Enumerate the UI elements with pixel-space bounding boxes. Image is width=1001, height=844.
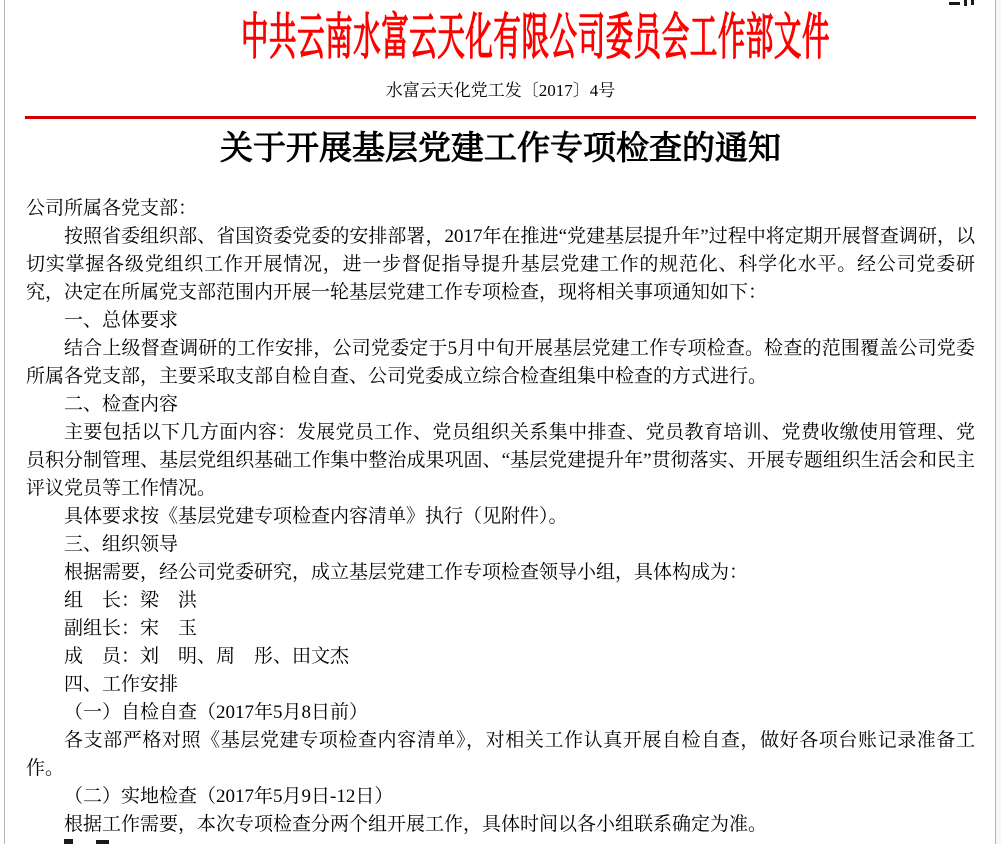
document-number: 水富云天化党工发〔2017〕4号 bbox=[385, 81, 616, 100]
cutoff-text-fragment-top-right bbox=[971, 0, 974, 5]
viewer-right-margin bbox=[996, 0, 1001, 844]
body-paragraph: 副组长：宋 玉 bbox=[64, 618, 198, 639]
body-paragraph: 根据需要，经公司党委研究，成立基层党建工作专项检查领导小组，具体构成为： bbox=[64, 562, 749, 583]
body-paragraph: 结合上级督查调研的工作安排，公司党委定于5月中旬开展基层党建工作专项检查。检查的范围覆盖公司党委所属各党支部，主要采取支部自检自查、公司党委成立综合检查组集中检查的方式进行。 bbox=[26, 338, 975, 387]
red-header-org-title: 中共云南水富云天化有限公司委员会工作部文件 bbox=[240, 9, 831, 65]
page-left-border-line bbox=[4, 0, 5, 844]
body-paragraph: 根据工作需要，本次专项检查分两个组开展工作，具体时间以各小组联系确定为准。 bbox=[64, 814, 768, 835]
section-heading: 四、工作安排 bbox=[64, 674, 179, 695]
body-paragraph: 主要包括以下几方面内容：发展党员工作、党员组织关系集中排查、党员教育培训、党费收缴使用管理、党员积分制管理、基层党组织基础工作集中整治成果巩固、“基层党建提升年”贯彻落实、开展专题组织生活会和民主评议党员等工作情况。 bbox=[26, 422, 975, 499]
cutoff-line-fragment-bottom bbox=[96, 840, 109, 844]
section-heading: 三、组织领导 bbox=[64, 534, 179, 555]
document-body bbox=[26, 195, 975, 839]
body-paragraph: 成 员：刘 明、周 彤、田文杰 bbox=[64, 646, 350, 667]
document-title: 关于开展基层党建工作专项检查的通知 bbox=[220, 131, 781, 167]
cutoff-text-fragment-top-right bbox=[964, 0, 967, 6]
body-paragraph: （二）实地检查（2017年5月9日-12日） bbox=[64, 786, 394, 807]
page-right-border-line bbox=[995, 0, 996, 844]
cutoff-text-fragment-top-right bbox=[949, 2, 960, 5]
body-paragraph: 各支部严格对照《基层党建专项检查内容清单》，对相关工作认真开展自检自查，做好各项台账记录准备工作。 bbox=[26, 730, 975, 779]
salutation-line: 公司所属各党支部： bbox=[26, 198, 198, 219]
body-paragraph: （一）自检自查（2017年5月8日前） bbox=[64, 702, 369, 723]
body-paragraph: 按照省委组织部、省国资委党委的安排部署，2017年在推进“党建基层提升年”过程中将定期开展督查调研，以切实掌握各级党组织工作开展情况，进一步督促指导提升基层党建工作的规范化、科学化水平。经公司党委研究，决定在所属党支部范围内开展一轮基层党建工作专项检查，现将相关事项通知如下： bbox=[26, 226, 975, 303]
cutoff-line-fragment-bottom bbox=[64, 839, 73, 844]
body-paragraph: 具体要求按《基层党建专项检查内容清单》执行（见附件）。 bbox=[64, 506, 568, 527]
section-heading: 二、检查内容 bbox=[64, 394, 179, 415]
section-heading: 一、总体要求 bbox=[64, 310, 179, 331]
body-paragraph: 组 长：梁 洪 bbox=[64, 590, 198, 611]
masthead bbox=[0, 0, 1001, 66]
red-separator-line bbox=[25, 116, 976, 119]
